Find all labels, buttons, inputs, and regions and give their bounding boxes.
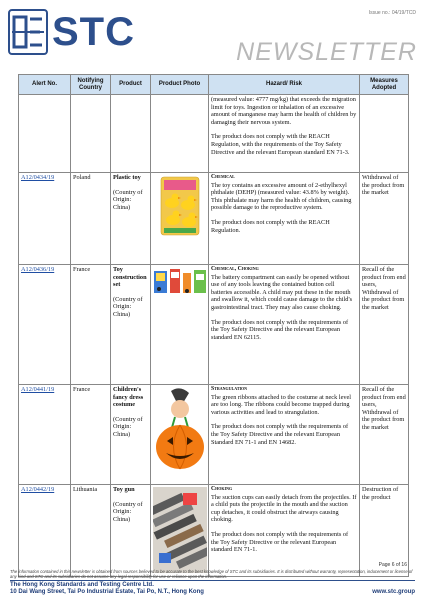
hazard-compliance: The product does not comply with the requirements of the Toy Safety Directive or the relevant European standard EN 71-1. [211,530,349,554]
alerts-table [18,74,409,577]
product-photo-cell [151,265,209,385]
table-row-continuation [19,95,409,173]
col-header-hazard: Hazard/ Risk [209,75,360,95]
page-number: Page 6 of 16 [378,562,407,568]
product-photo-cell [151,173,209,265]
col-header-photo: Product Photo [151,75,209,95]
notifying-country: France [71,385,111,485]
hazard-text: The battery compartment can easily be opened without use of any tools leaving the contained button cell batteries accessible. A child may put these in the mouth and swallow it, which could cause damage to the child's gastrointestinal tract. They may also cause choking. [211,273,353,311]
country-of-origin: (Country of Origin: China) [113,295,143,318]
table-row [19,385,409,485]
hazard-text: The toy contains an excessive amount of 2-ethylhexyl phthalate (DEHP) (measured value: 43.8% by weight). This phthalate may harm the health of children, causing possible damage to the reproductive system. [211,181,352,212]
col-header-country: Notifying Country [71,75,111,95]
footer-divider [10,580,415,581]
alert-no-link[interactable]: A12/0441/19 [19,385,71,485]
issue-number: Issue no.: 04/19/TCD [368,10,416,16]
stc-logo [8,9,135,55]
newsletter-title: NEWSLETTER [236,38,417,66]
product-photo-pumpkin-costume [153,387,207,479]
product-name: Children's fancy dress costume [113,386,144,409]
hazard-type: Chemical, Choking [211,266,259,272]
company-address: 10 Dai Wang Street, Tai Po Industrial Estate, Tai Po, N.T., Hong Kong [10,589,204,595]
hazard-compliance: The product does not comply with the REACH Regulation. [211,218,330,234]
alert-no-link[interactable]: A12/0442/19 [19,485,71,577]
hazard-text: The suction cups can easily detach from the projectiles. If a child puts the projectile in the mouth and the suction cup detaches, it could obstruct the airways causing choking. [211,493,357,524]
hazard-cell [209,485,360,577]
product-photo-rubber-ducks [155,175,205,237]
notifying-country: France [71,265,111,385]
measures-adopted: Destruction of the product [360,485,409,577]
product-cell [111,265,151,385]
table-header-row [19,75,409,95]
measures-adopted: Recall of the product from end users, Withdrawal of the product from the market [360,265,409,385]
country-of-origin: (Country of Origin: China) [113,188,143,211]
product-photo-toy-guns [153,487,207,573]
product-cell [111,485,151,577]
hazard-text: (measured value: 4777 mg/kg) that exceeds the migration limit for toys. Ingestion or inhalation of an excessive amount of manganese may harm the health of children by damaging their nervous system. [211,96,357,126]
hazard-cell [209,173,360,265]
table-row [19,485,409,577]
hazard-cell [209,95,360,173]
hazard-compliance: The product does not comply with the requirements of the Toy Safety Directive and the relevant European Standard EN 71-1 and EN 14682. [211,423,349,446]
table-row [19,265,409,385]
disclaimer-text: The information contained in this newsletter is obtained from sources believed to be accurate to the best knowledge of STC and its subsidiaries. It is distributed without warranty, representation, inducement or license of any kind and STC and its subsidiaries do not assume any legal responsibility for use or reliance upon the information. [10,569,413,579]
website-link[interactable]: www.stc.group [372,589,415,595]
notifying-country: Lithuania [71,485,111,577]
notifying-country: Poland [71,173,111,265]
country-of-origin: (Country of Origin: China) [113,415,143,438]
product-cell [111,385,151,485]
hazard-cell [209,385,360,485]
product-photo-construction-set [153,267,207,297]
product-name: Toy gun [113,486,135,493]
product-photo-cell [151,385,209,485]
hazard-cell [209,265,360,385]
col-header-alert-no: Alert No. [19,75,71,95]
col-header-measures: Measures Adopted [360,75,409,95]
company-name: The Hong Kong Standards and Testing Centre Ltd. [10,582,154,588]
country-of-origin: (Country of Origin: China) [113,500,143,523]
stc-logo-mark [8,9,48,55]
hazard-text: The green ribbons attached to the costume at neck level are too long. The ribbons could become trapped during various activities and lead to strangulation. [211,393,352,416]
product-name: Plastic toy [113,174,141,181]
table-row [19,173,409,265]
hazard-type: Chemical [211,174,235,180]
hazard-type: Choking [211,486,233,492]
col-header-product: Product [111,75,151,95]
hazard-compliance: The product does not comply with the requirements of the Toy Safety Directive and the relevant European standard EN 62115. [211,318,349,341]
company-info [10,582,204,596]
hazard-compliance: The product does not comply with the REACH Regulation, with the requirements of the Toy Safety Directive and the relevant European standard EN 71-3. [211,133,350,156]
hazard-type: Strangulation [211,386,248,392]
measures-adopted: Withdrawal of the product from the market [360,173,409,265]
stc-logo-text: STC [52,10,135,54]
product-photo-cell [151,485,209,577]
measures-adopted: Recall of the product from end users, Withdrawal of the product from the market [360,385,409,485]
product-name: Toy construction set [113,266,147,289]
alert-no-link[interactable]: A12/0436/19 [19,265,71,385]
product-cell [111,173,151,265]
alert-no-link[interactable]: A12/0434/19 [19,173,71,265]
